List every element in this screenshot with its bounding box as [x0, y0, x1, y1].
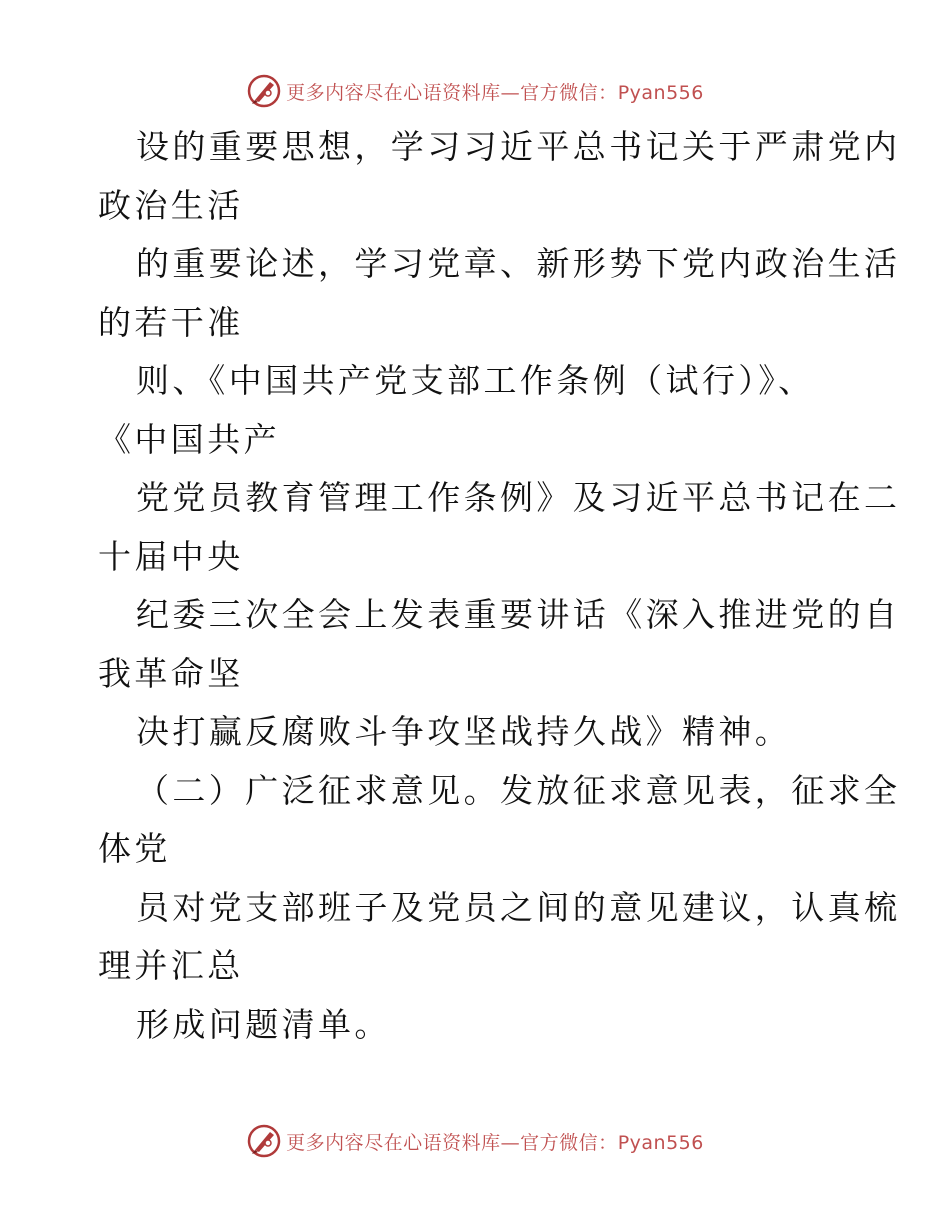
quill-logo-icon [246, 1123, 282, 1159]
banner-text [286, 1128, 704, 1155]
banner-text [286, 78, 704, 105]
banner-dash: — [500, 81, 521, 104]
footer-banner [0, 1121, 950, 1161]
text-line: 的若干准 [98, 302, 244, 342]
quill-logo-icon [246, 73, 282, 109]
text-line: 纪委三次全会上发表重要讲话《深入推进党的自 [136, 595, 901, 634]
header-banner [0, 71, 950, 111]
banner-wechat-label: 官方微信： [520, 81, 618, 104]
text-line: 理并汇总 [98, 946, 244, 985]
text-line: 《中国共产 [98, 419, 280, 459]
banner-wechat-id: Pyan556 [617, 1131, 704, 1154]
text-line: 的重要论述，学习党章、新形势下党内政治生活 [136, 244, 901, 283]
banner-dash: — [500, 1131, 521, 1154]
text-line: 政治生活 [98, 185, 244, 225]
banner-site-text: 更多内容尽在心语资料库 [286, 81, 501, 104]
text-line: 则、《中国共产党支部工作条例（试行）》、 [136, 361, 815, 400]
text-line: 员对党支部班子及党员之间的意见建议，认真梳 [136, 887, 901, 927]
banner-wechat-id: Pyan556 [617, 81, 704, 104]
text-line: 决打赢反腐败斗争攻坚战持久战》精神。 [136, 712, 792, 751]
text-line: 形成问题清单。 [136, 1004, 391, 1044]
text-line: （二）广泛征求意见。发放征求意见表，征求全 [136, 770, 901, 810]
banner-wechat-label: 官方微信： [520, 1131, 618, 1154]
text-line: 党党员教育管理工作条例》及习近平总书记在二 [136, 478, 901, 517]
text-line: 十届中央 [98, 536, 244, 576]
text-line: 体党 [98, 829, 171, 868]
banner-site-text: 更多内容尽在心语资料库 [286, 1131, 501, 1154]
document-body [98, 118, 901, 1054]
text-line: 设的重要思想，学习习近平总书记关于严肃党内 [136, 127, 901, 166]
text-line: 我革命坚 [98, 653, 244, 693]
